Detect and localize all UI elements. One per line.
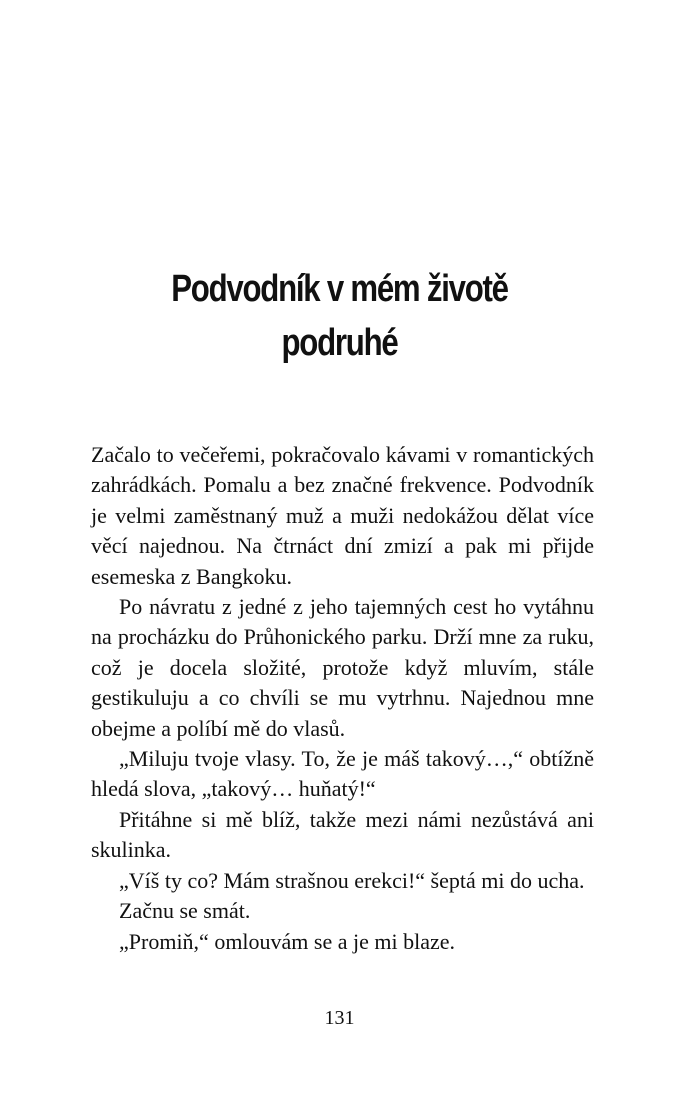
- paragraph-7: „Promiň,“ omlouvám se a je mi blaze.: [119, 928, 456, 954]
- paragraph-6: Začnu se smát.: [119, 898, 251, 924]
- paragraph-1: Začalo to večeřemi, pokračovalo kávami v romantických zahrádkách. Pomalu a bez značné frekvence. Podvodník je velmi zaměstnaný muž a muži nedokážou dělat více věcí najednou. Na čtrnáct dní zmizí a pak mi přijde esemeska z Bangkoku.: [91, 442, 594, 589]
- chapter-body: [91, 440, 594, 957]
- paragraph-3: „Miluju tvoje vlasy. To, že je máš takový…,“ obtížně hledá slova, „takový… huňatý!“: [91, 746, 594, 802]
- page-number: 131: [324, 1007, 355, 1029]
- paragraph-2: Po návratu z jedné z jeho tajemných cest ho vytáhnu na procházku do Průhonického parku. Drží mne za ruku, což je docela složité, protože když mluvím, stále gestikuluju a co chvíli se mu vytrhnu. Najednou mne obejme a políbí mě do vlasů.: [91, 594, 594, 741]
- paragraph-5: „Víš ty co? Mám strašnou erekci!“ šeptá mi do ucha.: [119, 867, 585, 893]
- chapter-title-line-2: podruhé: [281, 322, 398, 364]
- paragraph-4: Přitáhne si mě blíž, takže mezi námi nezůstává ani skulinka.: [91, 806, 594, 863]
- chapter-title-line-1: Podvodník v mém životě: [171, 268, 508, 310]
- chapter-title: [119, 262, 561, 370]
